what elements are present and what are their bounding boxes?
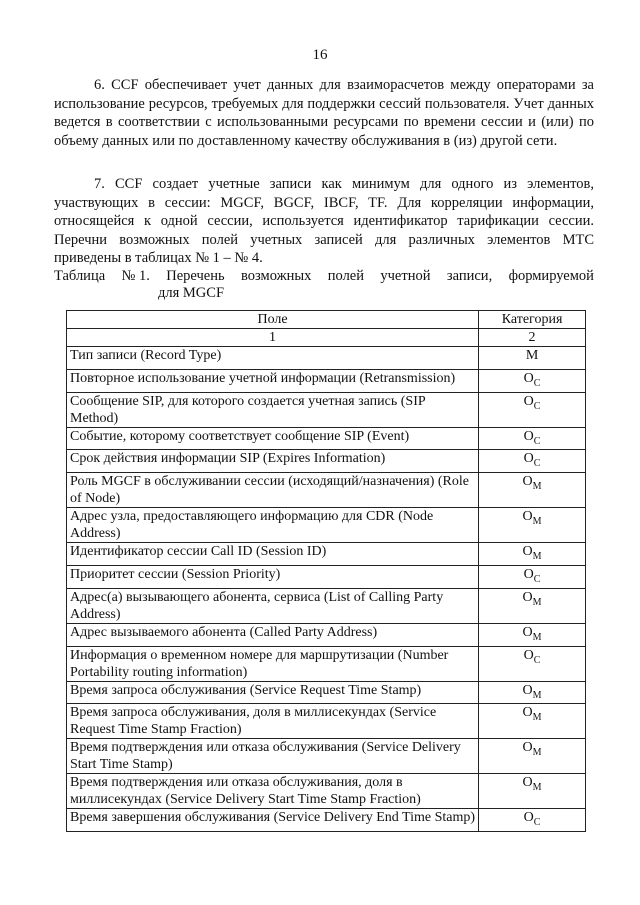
row-field: Срок действия информации SIP (Expires Information) (67, 450, 479, 473)
table-row (67, 565, 586, 588)
caption-number: № 1. (121, 268, 150, 284)
row-field: Повторное использование учетной информации (Retransmission) (67, 369, 479, 392)
category-main: O (523, 810, 534, 826)
header-category: Категория (479, 311, 586, 329)
category-main: O (522, 682, 533, 698)
row-field: Время запроса обслуживания, доля в миллисекундах (Service Request Time Stamp Fraction) (67, 704, 479, 739)
category-sub: C (533, 435, 541, 447)
table-row (67, 508, 586, 543)
mgcf-fields-table (66, 310, 586, 832)
row-category (479, 369, 586, 392)
row-category (479, 543, 586, 566)
table-row (67, 704, 586, 739)
row-field: Время подтверждения или отказа обслуживания (Service Delivery Start Time Stamp) (67, 739, 479, 774)
category-sub: C (533, 573, 541, 585)
caption-word: возможных (241, 268, 312, 284)
category-sub: M (532, 747, 542, 759)
caption-word: Перечень (166, 268, 225, 284)
row-field: Адрес(а) вызывающего абонента, сервиса (List of Calling Party Address) (67, 588, 479, 623)
category-main: O (522, 624, 533, 640)
row-category (479, 347, 586, 370)
category-main: O (523, 451, 534, 467)
row-field: Время подтверждения или отказа обслуживания, доля в миллисекундах (Service Delivery Start Time Stamp Fraction) (67, 774, 479, 809)
paragraph-7: 7. CCF создает учетные записи как минимум для одного из элементов, участвующих в сессии: MGCF, BGCF, IBCF, TF. Для корреляции информации, относящейся к одной сессии, используется идентификатор тарификации сессии. Перечни возможных полей учетных записей для различных элементов МТС приведены в таблицах № 1 – № 4. (54, 176, 594, 266)
row-category (479, 565, 586, 588)
row-field: Адрес вызываемого абонента (Called Party Address) (67, 623, 479, 646)
category-main: O (523, 566, 534, 582)
caption-word: полей (327, 268, 364, 284)
row-field: Сообщение SIP, для которого создается учетная запись (SIP Method) (67, 392, 479, 427)
row-category (479, 704, 586, 739)
table-row (67, 646, 586, 681)
category-sub: C (533, 458, 541, 470)
category-main: O (522, 509, 533, 525)
row-field: Тип записи (Record Type) (67, 347, 479, 370)
table-row (67, 774, 586, 809)
table-row (67, 543, 586, 566)
caption-word: формируемой (508, 268, 594, 284)
page-number: 16 (312, 47, 328, 63)
category-sub: M (532, 631, 542, 643)
category-main: O (523, 393, 534, 409)
caption-word: записи, (446, 268, 493, 284)
row-field: Роль MGCF в обслуживании сессии (исходящий/назначения) (Role of Node) (67, 473, 479, 508)
table-row (67, 588, 586, 623)
caption-line-2: для MGCF (158, 285, 225, 301)
row-field: Идентификатор сессии Call ID (Session ID) (67, 543, 479, 566)
table-index-row (67, 329, 586, 347)
table-row (67, 427, 586, 450)
row-category (479, 473, 586, 508)
category-main: O (522, 474, 533, 490)
table-header-row (67, 311, 586, 329)
row-category (479, 508, 586, 543)
table-row (67, 369, 586, 392)
table-row (67, 392, 586, 427)
index-category: 2 (479, 329, 586, 347)
category-sub: M (532, 782, 542, 794)
row-category (479, 588, 586, 623)
category-main: O (523, 428, 534, 444)
row-field: Время запроса обслуживания (Service Request Time Stamp) (67, 681, 479, 704)
category-main: O (523, 647, 534, 663)
row-category (479, 450, 586, 473)
category-sub: M (532, 596, 542, 608)
category-main: O (522, 705, 533, 721)
table-row (67, 347, 586, 370)
table-row (67, 473, 586, 508)
row-field: Информация о временном номере для маршрутизации (Number Portability routing information) (67, 646, 479, 681)
category-sub: M (532, 515, 542, 527)
category-sub: C (533, 654, 541, 666)
row-field: Адрес узла, предоставляющего информацию для CDR (Node Address) (67, 508, 479, 543)
row-field: Событие, которому соответствует сообщение SIP (Event) (67, 427, 479, 450)
row-category (479, 774, 586, 809)
caption-label: Таблица (54, 268, 106, 284)
table-row (67, 739, 586, 774)
row-category (479, 427, 586, 450)
category-main: O (522, 775, 533, 791)
category-sub: C (533, 817, 541, 829)
category-sub: C (533, 400, 541, 412)
category-sub: M (532, 689, 542, 701)
category-sub: M (532, 480, 542, 492)
row-category (479, 646, 586, 681)
row-category (479, 809, 586, 832)
row-field: Время завершения обслуживания (Service Delivery End Time Stamp) (67, 809, 479, 832)
table-row (67, 681, 586, 704)
caption-word: учетной (380, 268, 431, 284)
table-row (67, 450, 586, 473)
category-sub: C (533, 377, 541, 389)
category-sub: M (532, 550, 542, 562)
category-main: M (525, 348, 539, 363)
category-main: O (522, 544, 533, 560)
index-field: 1 (67, 329, 479, 347)
category-main: O (522, 589, 533, 605)
paragraph-6: 6. CCF обеспечивает учет данных для взаиморасчетов между операторами за использование ресурсов, требуемых для поддержки сессий пользователя. Учет данных ведется в соответствии с использованными ресурсами по времени сессии и (или) по объему данных или по доставленному качеству обслуживания в (из) другой сети. (54, 77, 594, 149)
table-row (67, 623, 586, 646)
row-category (479, 739, 586, 774)
row-category (479, 681, 586, 704)
table-row (67, 809, 586, 832)
category-main: O (522, 740, 533, 756)
row-category (479, 623, 586, 646)
row-category (479, 392, 586, 427)
category-sub: M (532, 712, 542, 724)
header-field: Поле (67, 311, 479, 329)
table-caption (54, 268, 594, 302)
row-field: Приоритет сессии (Session Priority) (67, 565, 479, 588)
category-main: O (523, 370, 534, 386)
